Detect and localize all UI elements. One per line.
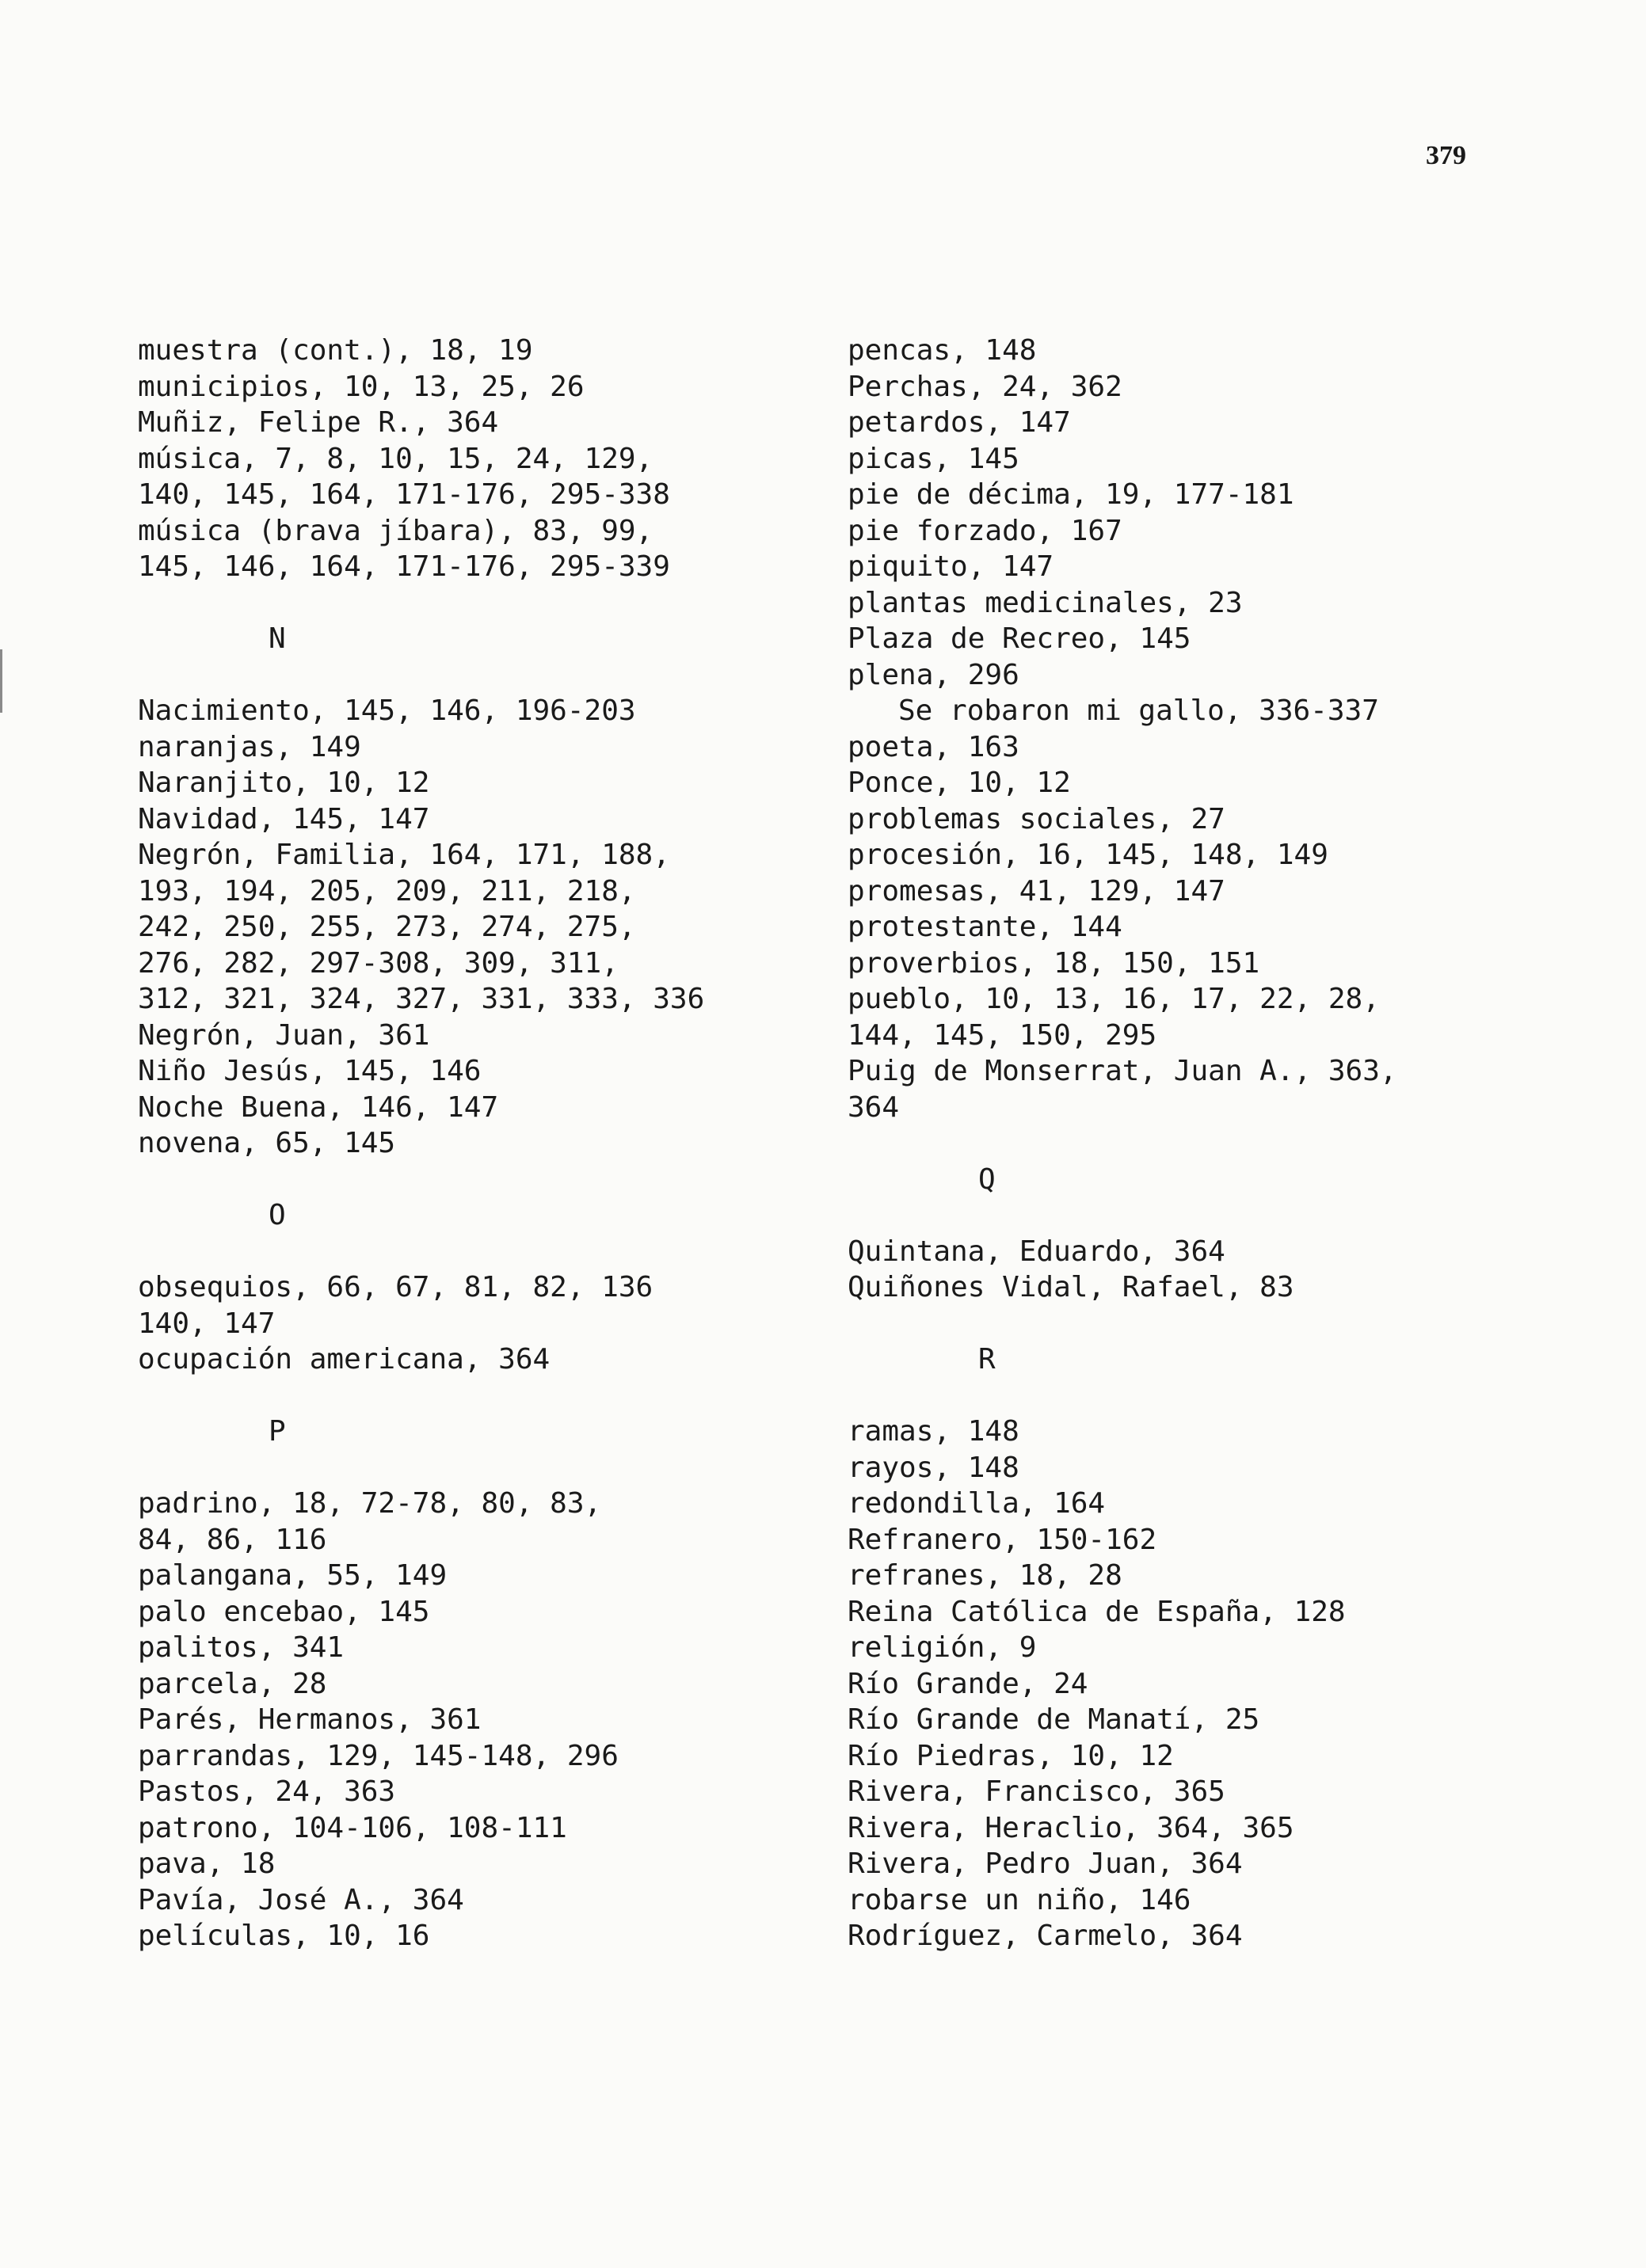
- index-entry: procesión, 16, 145, 148, 149: [848, 839, 1328, 871]
- index-entry: piquito, 147: [848, 550, 1054, 583]
- index-entry: 193, 194, 205, 209, 211, 218,: [138, 874, 636, 908]
- section-letter-heading: R: [978, 1343, 996, 1376]
- index-entry: palo encebao, 145: [138, 1595, 430, 1628]
- index-entry: Río Grande, 24: [848, 1667, 1088, 1700]
- index-entry: pava, 18: [138, 1848, 276, 1880]
- index-entry: Quiñones Vidal, Rafael, 83: [848, 1271, 1294, 1303]
- index-entry: rayos, 148: [848, 1451, 1019, 1484]
- index-entry: proverbios, 18, 150, 151: [848, 946, 1260, 980]
- index-entry: palitos, 341: [138, 1631, 345, 1664]
- index-entry: Niño Jesús, 145, 146: [138, 1055, 482, 1087]
- index-entry: ocupación americana, 364: [138, 1343, 551, 1376]
- index-entry: protestante, 144: [848, 911, 1122, 943]
- index-entry: petardos, 147: [848, 406, 1071, 439]
- index-entry: 144, 145, 150, 295: [848, 1018, 1157, 1052]
- index-entry: plena, 296: [848, 658, 1019, 691]
- index-entry: Navidad, 145, 147: [138, 802, 430, 835]
- index-entry: padrino, 18, 72-78, 80, 83,: [138, 1487, 602, 1520]
- index-entry: pie forzado, 167: [848, 514, 1122, 547]
- index-entry: problemas sociales, 27: [848, 802, 1225, 835]
- index-entry: poeta, 163: [848, 730, 1019, 763]
- index-entry: ramas, 148: [848, 1415, 1019, 1448]
- spacer: [138, 1378, 851, 1414]
- index-entry: muestra (cont.), 18, 19: [138, 334, 533, 367]
- index-entry: Parés, Hermanos, 361: [138, 1703, 482, 1736]
- index-entry: refranes, 18, 28: [848, 1559, 1122, 1592]
- index-column-right: [848, 333, 1560, 1954]
- index-entry: Pastos, 24, 363: [138, 1775, 396, 1808]
- section-letter-heading: N: [269, 622, 286, 655]
- section-letter-heading: P: [269, 1415, 286, 1448]
- index-entry: Rivera, Francisco, 365: [848, 1775, 1225, 1808]
- index-entry: picas, 145: [848, 442, 1019, 475]
- index-entry: pueblo, 10, 13, 16, 17, 22, 28,: [848, 983, 1380, 1015]
- section-letter-heading: O: [269, 1199, 286, 1231]
- index-entry: películas, 10, 16: [138, 1920, 430, 1952]
- index-entry: obsequios, 66, 67, 81, 82, 136: [138, 1271, 653, 1303]
- index-entry: pencas, 148: [848, 334, 1037, 367]
- index-entry: municipios, 10, 13, 25, 26: [138, 370, 585, 403]
- index-entry: Puig de Monserrat, Juan A., 363,: [848, 1055, 1397, 1087]
- spacer: [848, 1306, 1560, 1342]
- index-entry: naranjas, 149: [138, 730, 361, 763]
- index-entry: patrono, 104-106, 108-111: [138, 1811, 567, 1844]
- index-entry: redondilla, 164: [848, 1487, 1106, 1520]
- index-subentry: Se robaron mi gallo, 336-337: [898, 694, 1379, 727]
- index-entry: Negrón, Juan, 361: [138, 1018, 430, 1052]
- index-entry: religión, 9: [848, 1631, 1037, 1664]
- spacer: [848, 1125, 1560, 1162]
- index-entry: música, 7, 8, 10, 15, 24, 129,: [138, 442, 653, 475]
- index-entry: pie de décima, 19, 177-181: [848, 478, 1294, 511]
- index-entry: 242, 250, 255, 273, 274, 275,: [138, 911, 636, 943]
- index-entry: Quintana, Eduardo, 364: [848, 1235, 1225, 1268]
- index-entry: Refranero, 150-162: [848, 1523, 1157, 1556]
- index-entry: Reina Católica de España, 128: [848, 1595, 1346, 1628]
- index-entry: música (brava jíbara), 83, 99,: [138, 514, 653, 547]
- index-entry: 140, 145, 164, 171-176, 295-338: [138, 478, 670, 511]
- index-entry: Muñiz, Felipe R., 364: [138, 406, 499, 439]
- page-number: 379: [1426, 141, 1466, 170]
- spacer: [138, 1234, 851, 1270]
- index-entry: 84, 86, 116: [138, 1523, 327, 1556]
- spacer: [848, 1197, 1560, 1234]
- index-entry: novena, 65, 145: [138, 1127, 396, 1159]
- spacer: [138, 1450, 851, 1486]
- index-entry: parcela, 28: [138, 1667, 327, 1700]
- index-entry: Rivera, Pedro Juan, 364: [848, 1848, 1243, 1880]
- index-entry: palangana, 55, 149: [138, 1559, 448, 1592]
- index-entry: 140, 147: [138, 1307, 276, 1340]
- index-entry: Nacimiento, 145, 146, 196-203: [138, 694, 636, 727]
- index-entry: Noche Buena, 146, 147: [138, 1090, 499, 1124]
- index-entry: robarse un niño, 146: [848, 1883, 1191, 1916]
- index-column-left: [138, 333, 851, 1954]
- index-entry: Negrón, Familia, 164, 171, 188,: [138, 839, 670, 871]
- index-entry: 312, 321, 324, 327, 331, 333, 336: [138, 983, 705, 1015]
- index-entry: plantas medicinales, 23: [848, 586, 1243, 619]
- spacer: [138, 585, 851, 622]
- index-entry: 364: [848, 1090, 900, 1124]
- index-entry: Perchas, 24, 362: [848, 370, 1122, 403]
- index-entry: Naranjito, 10, 12: [138, 767, 430, 799]
- index-entry: promesas, 41, 129, 147: [848, 874, 1225, 908]
- section-letter-heading: Q: [978, 1163, 996, 1196]
- index-entry: Río Grande de Manatí, 25: [848, 1703, 1260, 1736]
- index-entry: 145, 146, 164, 171-176, 295-339: [138, 550, 670, 583]
- spacer: [138, 657, 851, 694]
- index-entry: Ponce, 10, 12: [848, 767, 1071, 799]
- index-entry: Río Piedras, 10, 12: [848, 1739, 1174, 1772]
- index-entry: Rivera, Heraclio, 364, 365: [848, 1811, 1294, 1844]
- index-entry: Pavía, José A., 364: [138, 1883, 464, 1916]
- spacer: [138, 1162, 851, 1198]
- index-entry: parrandas, 129, 145-148, 296: [138, 1739, 619, 1772]
- left-page-edge: [0, 649, 2, 713]
- spacer: [848, 1378, 1560, 1414]
- index-entry: Rodríguez, Carmelo, 364: [848, 1920, 1243, 1952]
- index-entry: 276, 282, 297-308, 309, 311,: [138, 946, 619, 980]
- index-entry: Plaza de Recreo, 145: [848, 622, 1191, 655]
